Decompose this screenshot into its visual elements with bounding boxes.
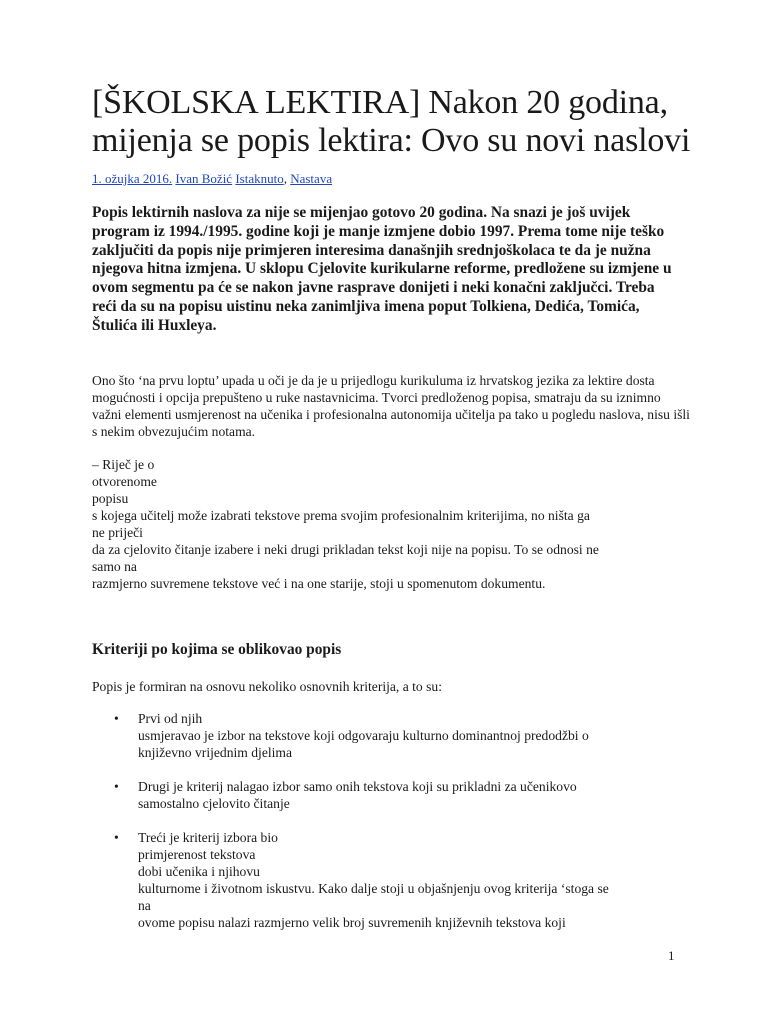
quote-line: samo na [92,559,137,574]
body-paragraph: Ono što ‘na prvu loptu’ upada u oči je da je u prijedlogu kurikuluma iz hrvatskog jezika za lektire dosta mogućnosti i opcija prepušteno u ruke nastavnicima. Tvorci predloženog popisa, smatraju da su iznimno važni elementi usmjerenost na učenika i profesionalna autonomija učitelja pa tako u pogledu naslova, nisu išli s nekim obvezujućim notama. [92,373,690,439]
criteria-list [92,710,682,948]
date-link[interactable]: 1. ožujka 2016. [92,171,173,186]
list-item-line: primjerenost tekstova [138,847,256,862]
quote-line: s kojega učitelj može izabrati tekstove prema svojim profesionalnim kriterijima, no ništa ga [92,508,590,523]
quote-line: ne priječi [92,525,143,540]
list-item [92,829,682,931]
quote-block [92,456,692,592]
quote-line: razmjerno suvremene tekstove već i na one starije, stoji u spomenutom dokumentu. [92,576,546,591]
list-item-line: Prvi od njih [138,711,203,726]
list-item-line: ovome popisu nalazi razmjerno velik broj suvremenih književnih tekstova koji [138,915,566,930]
list-item-line: samostalno cjelovito čitanje [138,796,290,811]
list-item-line: Treći je kriterij izbora bio [138,830,278,845]
list-item-line: Drugi je kriterij nalagao izbor samo onih tekstova koji su prikladni za učenikovo [138,779,577,794]
list-item-line: književno vrijednim djelima [138,745,293,760]
bullet-icon: • [114,830,119,845]
bullet-icon: • [114,711,119,726]
list-item-line: usmjeravao je izbor na tekstove koji odgovaraju kulturno dominantnoj predodžbi o [138,728,589,743]
list-item-line: kulturnome i životnom iskustvu. Kako dalje stoji u objašnjenju ovog kriterija ‘stoga se [138,881,609,896]
list-item-line: na [138,898,151,913]
author-link[interactable]: Ivan Božić [175,171,233,186]
list-item [92,710,682,761]
quote-line: da za cjelovito čitanje izabere i neki drugi prikladan tekst koji nije na popisu. To se odnosi ne [92,542,599,557]
bullet-icon: • [114,779,119,794]
list-item-line: dobi učenika i njihovu [138,864,260,879]
article-title: [ŠKOLSKA LEKTIRA] Nakon 20 godina, mijenja se popis lektira: Ovo su novi naslovi [92,84,691,159]
lead-paragraph: Popis lektirnih naslova za nije se mijenjao gotovo 20 godina. Na snazi je još uvijek program iz 1994./1995. godine koji je manje izmjene dobio 1997. Prema tome nije teško zaključiti da popis nije primjeren interesima današnjih srednjoškolaca te da je nužna njegova hitna izmjena. U sklopu Cjelovite kurikularne reforme, predložene su izmjene u ovom segmentu pa će se nakon javne rasprave donijeti i neki konačni zaključci. Treba reći da su na popisu uistinu neka zanimljiva imena poput Tolkiena, Dedića, Tomića, Štulića ili Huxleya. [92,204,672,334]
category-link-istaknuto[interactable]: Istaknuto [235,171,284,186]
criteria-intro: Popis je formiran na osnovu nekoliko osnovnih kriterija, a to su: [92,679,442,694]
quote-line: – Riječ je o [92,457,155,472]
category-link-nastava[interactable]: Nastava [290,171,333,186]
category-separator: , [283,171,287,186]
quote-line: popisu [92,491,129,506]
section-heading: Kriteriji po kojima se oblikovao popis [92,641,342,658]
page-number: 1 [668,948,675,963]
article-meta [92,170,332,188]
list-item [92,778,682,812]
quote-line: otvorenome [92,474,157,489]
